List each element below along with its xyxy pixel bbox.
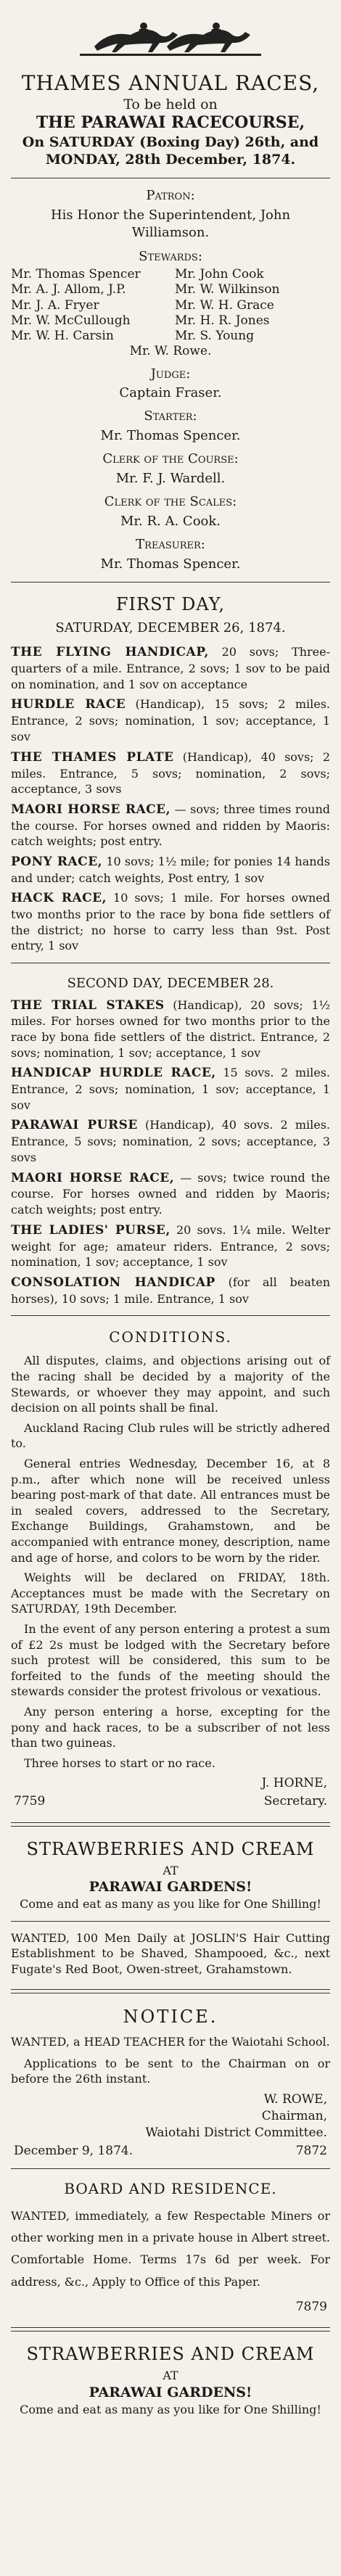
divider xyxy=(11,2168,330,2169)
race-details: (Handicap), 15 sovs; 2 miles. Entrance, 2 sovs; nomination, 1 sov; acceptance, 1 sov xyxy=(11,697,330,744)
race-entry xyxy=(11,696,330,744)
strawberries-ad xyxy=(11,1838,330,1912)
condition-paragraph: Three horses to start or no race. xyxy=(24,1756,215,1770)
starter-name: Mr. Thomas Spencer. xyxy=(100,427,241,443)
second-day-races xyxy=(11,997,330,1307)
divider xyxy=(11,1921,330,1922)
ad-number: 7759 xyxy=(14,1794,46,1809)
race-name: CONSOLATION HANDICAP xyxy=(11,1275,215,1290)
steward: Mr. J. A. Fryer xyxy=(11,297,99,313)
notice-title: NOTICE. xyxy=(123,2006,218,2027)
race-name: MAORI HORSE RACE, xyxy=(11,1170,175,1185)
ad-location: PARAWAI GARDENS! xyxy=(89,2384,252,2400)
race-details: 10 sovs; 1½ mile; for ponies 14 hands and under; catch weights, Post entry, 1 sov xyxy=(11,854,330,885)
races-title: THAMES ANNUAL RACES, xyxy=(21,71,320,95)
ad-at: AT xyxy=(163,1863,178,1877)
race-details: — sovs; twice round the course. For horses owned and ridden by Maoris; catch weights; post entry. xyxy=(11,1170,330,1217)
wanted-men-ad xyxy=(11,1930,330,1978)
race-entry xyxy=(11,854,330,886)
racehorse-illustration xyxy=(11,10,330,61)
divider xyxy=(11,2327,330,2332)
notice-ad xyxy=(11,2005,330,2160)
condition-paragraph: Any person entering a horse, excepting for the pony and hack races, to be a subscriber of not less than two guineas. xyxy=(11,1704,330,1750)
race-details: (Handicap), 20 sovs; 1½ miles. For horses owned for two months prior to the race by bona fide settlers of the district. Entrance, 2 sovs; nomination, 1 sov; acceptance, 1 sov xyxy=(11,997,331,1060)
condition-paragraph: Weights will be declared on FRIDAY, 18th. Acceptances must be made with the Secretary on SATURDAY, 19th December. xyxy=(11,1571,330,1616)
race-entry xyxy=(11,644,330,692)
ad-body: Come and eat as many as you like for One Shilling! xyxy=(20,1896,321,1911)
signature-row xyxy=(14,1793,327,1810)
condition-paragraph: Auckland Racing Club rules will be strictly adhered to. xyxy=(11,1420,330,1451)
board-title: BOARD AND RESIDENCE. xyxy=(64,2180,277,2198)
race-name: THE FLYING HANDICAP, xyxy=(11,645,209,660)
notice-date-row xyxy=(14,2143,327,2160)
race-details: 20 sovs. 1¼ mile. Welter weight for age; amateur riders. Entrance, 2 sovs; nomination, 1 sov; acceptance, 1 sov xyxy=(11,1222,330,1270)
condition-paragraph: All disputes, claims, and objections arising out of the racing shall be decided by a majority of the Stewards, or whoever they may appoint, and such decision on all points shall be final. xyxy=(11,1354,330,1415)
condition-paragraph: General entries Wednesday, December 16, at 8 p.m., after which none will be received unless bearing post-mark of that date. All entrances must be in sealed covers, addressed to the Secretary, Exchange Buildings, Grahamstown, and be accompanied with entrance money, description, name and age of horse, and colors to be worn by the rider. xyxy=(11,1457,330,1565)
ad-body: Come and eat as many as you like for One Shilling! xyxy=(20,2402,321,2416)
patron-name: His Honor the Superintendent, John Williamson. xyxy=(50,207,291,241)
signature-title: Secretary. xyxy=(263,1794,327,1809)
race-details: (Handicap), 40 sovs; 2 miles. Entrance, 5 sovs; nomination, 2 sovs; acceptance, 3 sovs xyxy=(11,749,330,797)
race-details: 10 sovs; 1 mile. For horses owned two months prior to the race by bona fide settlers of the district; no horse to carry less than 9st. Post entry, 1 sov xyxy=(11,891,330,953)
race-details: (Handicap), 40 sovs. 2 miles. Entrance, 5 sovs; nomination, 2 sovs; acceptance, 3 sovs xyxy=(11,1118,331,1164)
horse-racing-icon xyxy=(80,10,261,61)
race-entry xyxy=(11,749,330,797)
race-name: PARAWAI PURSE xyxy=(11,1118,138,1133)
starter-label: Starter: xyxy=(144,408,197,424)
divider xyxy=(11,1989,330,1993)
steward: Mr. H. R. Jones xyxy=(175,313,270,328)
ad-title: STRAWBERRIES AND CREAM xyxy=(26,1838,315,1859)
clerk-scales-name: Mr. R. A. Cook. xyxy=(120,513,221,529)
conditions-title: CONDITIONS. xyxy=(109,1328,232,1346)
treasurer-label: Treasurer: xyxy=(136,537,205,553)
ad-location: PARAWAI GARDENS! xyxy=(89,1879,252,1896)
treasurer-name: Mr. Thomas Spencer. xyxy=(100,556,241,572)
notice-sig-committee: Waiotahi District Committee. xyxy=(145,2126,327,2141)
race-entry xyxy=(11,997,330,1061)
ad-number: 7879 xyxy=(295,2300,327,2315)
notice-body: WANTED, a HEAD TEACHER for the Waiotahi School. xyxy=(11,2035,330,2049)
board-body: WANTED, immediately, a few Respectable Miners or other working men in a private house in Albert street. Comfortable Home. Terms 17s 6d per week. For address, &c., Apply to Office of this Paper. xyxy=(11,2208,330,2289)
race-details: 20 sovs; Three-quarters of a mile. Entrance, 2 sovs; 1 sov to be paid on nomination, and 1 sov on acceptance xyxy=(11,645,330,691)
divider xyxy=(11,1822,330,1827)
judge-label: Judge: xyxy=(150,366,191,382)
steward: Mr. Thomas Spencer xyxy=(11,267,141,282)
conditions-list xyxy=(11,1353,330,1771)
board-ad xyxy=(11,2179,330,2316)
race-details: — sovs; three times round the course. For horses owned and ridden by Maoris: catch weights; post entry. xyxy=(11,802,330,849)
clerk-course-name: Mr. F. J. Wardell. xyxy=(115,470,226,486)
ad-body: WANTED, 100 Men Daily at JOSLIN'S Hair Cutting Establishment to be Shaved, Shampooed, &c., next Fugate's Red Boot, Owen-street, Grahamstown. xyxy=(11,1930,330,1976)
race-entry xyxy=(11,1065,330,1113)
stewards-label: Stewards: xyxy=(139,248,202,264)
race-entry xyxy=(11,1222,330,1270)
notice-signature: W. ROWE, xyxy=(263,2091,327,2107)
steward: Mr. S. Young xyxy=(175,329,255,344)
secretary-signature: J. HORNE, xyxy=(261,1776,327,1791)
race-entry xyxy=(11,1170,330,1218)
patron-label: Patron: xyxy=(146,188,195,204)
race-name: THE TRIAL STAKES xyxy=(11,997,165,1013)
race-entry xyxy=(11,1117,330,1165)
clerk-scales-label: Clerk of the Scales: xyxy=(104,494,237,510)
ad-number: 7872 xyxy=(295,2144,327,2159)
race-name: THE THAMES PLATE xyxy=(11,749,174,765)
first-day-date: SATURDAY, DECEMBER 26, 1874. xyxy=(55,620,286,635)
strawberries-ad-2 xyxy=(11,2343,330,2417)
condition-paragraph: In the event of any person entering a protest a sum of £2 2s must be lodged with the Secretary before such protest will be considered, this sum to be forfeited to the funds of the meeting should the stewards consider the protest frivolous or vexatious. xyxy=(11,1621,330,1699)
second-day-title: SECOND DAY, DECEMBER 28. xyxy=(67,976,274,992)
race-entry xyxy=(11,1275,330,1307)
steward: Mr. W. H. Grace xyxy=(175,297,274,313)
divider xyxy=(11,582,330,583)
first-day-races xyxy=(11,644,330,954)
race-name: MAORI HORSE RACE, xyxy=(11,802,171,817)
notice-date: December 9, 1874. xyxy=(14,2144,133,2159)
races-venue: THE PARAWAI RACECOURSE, xyxy=(36,113,305,133)
steward: Mr. W. McCullough xyxy=(11,313,131,328)
race-entry xyxy=(11,890,330,954)
race-details: 15 sovs. 2 miles. Entrance, 2 sovs; nomination, 1 sov; acceptance, 1 sov xyxy=(11,1066,330,1112)
steward: Mr. John Cook xyxy=(175,267,264,282)
race-name: HANDICAP HURDLE RACE, xyxy=(11,1066,216,1081)
judge-name: Captain Fraser. xyxy=(119,385,222,400)
clerk-course-label: Clerk of the Course: xyxy=(102,451,239,467)
races-to-be-held: To be held on xyxy=(123,96,218,112)
steward: Mr. A. J. Allom, J.P. xyxy=(11,282,126,297)
newspaper-column xyxy=(11,0,330,2417)
notice-sig-title: Chairman, xyxy=(261,2109,327,2124)
divider xyxy=(11,1315,330,1316)
steward: Mr. W. H. Carsin xyxy=(11,329,114,344)
race-name: HACK RACE, xyxy=(11,891,107,906)
notice-body-2: Applications to be sent to the Chairman on or before the 26th instant. xyxy=(11,2056,330,2086)
stewards-list xyxy=(11,267,330,360)
race-name: HURDLE RACE xyxy=(11,697,126,712)
first-day-title: FIRST DAY, xyxy=(115,594,226,615)
ad-at: AT xyxy=(163,2369,178,2383)
steward: Mr. W. Wilkinson xyxy=(175,282,280,297)
race-name: THE LADIES' PURSE, xyxy=(11,1222,170,1238)
race-entry xyxy=(11,802,330,849)
race-details: (for all beaten horses), 10 sovs; 1 mile. Entrance, 1 sov xyxy=(11,1275,330,1306)
steward: Mr. W. Rowe. xyxy=(129,344,212,359)
race-name: PONY RACE, xyxy=(11,854,103,869)
ad-title: STRAWBERRIES AND CREAM xyxy=(26,2344,315,2365)
races-dates: On SATURDAY (Boxing Day) 26th, and MONDAY, 28th December, 1874. xyxy=(22,133,319,168)
